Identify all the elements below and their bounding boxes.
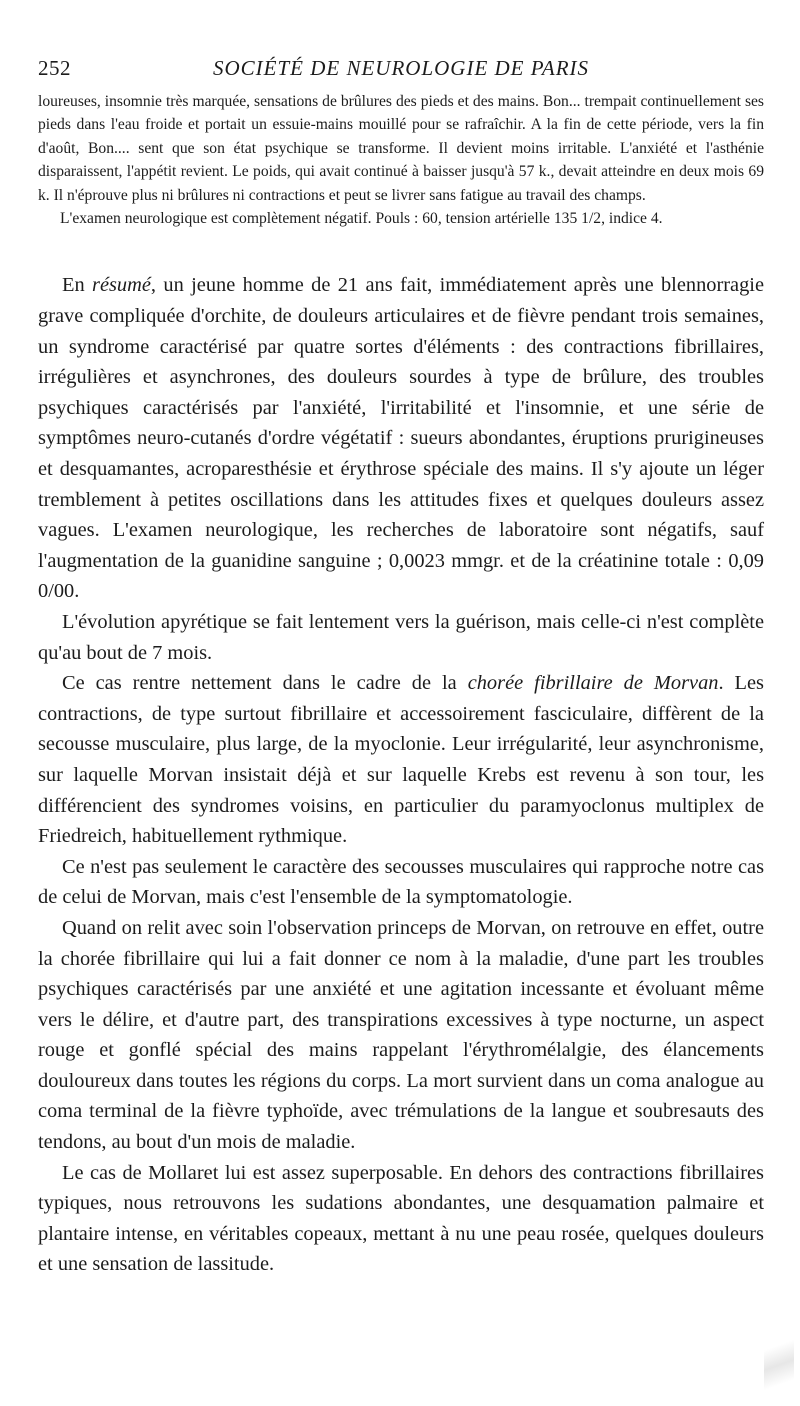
evolution-paragraph: L'évolution apyrétique se fait lentement vers la guérison, mais celle-ci n'est complète qu'au bout de 7 mois. [38, 610, 764, 664]
observation-paragraph-1: loureuses, insomnie très marquée, sensations de brûlures des pieds et des mains. Bon... trempait continuellement ses pieds dans l'eau froide et portait un essuie-mains mouillé pour se rafraîchir. A la fin de cette période, vers la fin d'août, Bon.... sent que son état psychique se transforme. Il devient moins irritable. L'anxiété et l'asthénie disparaissent, l'appétit revient. Le poids, qui avait continué à baisser jusqu'à 57 k., devait atteindre en deux mois 69 k. Il n'éprouve plus ni brûlures ni contractions et peut se livrer sans fatigue au travail des champs. [38, 93, 764, 204]
morvan-lead: Ce cas rentre nettement dans le cadre de la [62, 672, 468, 695]
summary-body: , un jeune homme de 21 ans fait, immédiatement après une blennorragie grave compliquée d'orchite, de douleurs articulaires et de fièvre pendant trois semaines, un syndrome caractérisé par quatre sortes d'éléments : des contractions fibrillaires, irrégulières et asynchrones, des douleurs sourdes à type de brûlure, des troubles psychiques caractérisés par l'anxiété, l'irritabilité et l'insomnie, et une série de symptômes neuro-cutanés d'ordre végétatif : sueurs abondantes, éruptions prurigineuses et desquamantes, acroparesthésie et érythrose spéciale des mains. Il s'y ajoute un léger tremblement à petites oscillations dans les attitudes fixes et quelques douleurs assez vagues. L'examen neurologique, les recherches de laboratoire sont négatifs, sauf l'augmentation de la guanidine sanguine ; 0,0023 mmgr. et de la créatinine totale : 0,09 0/00. [38, 274, 765, 603]
symptomatology-paragraph: Ce n'est pas seulement le caractère des secousses musculaires qui rapproche notre cas de celui de Morvan, mais c'est l'ensemble de la symptomatologie. [38, 855, 764, 909]
summary-lead: En [62, 274, 93, 297]
princeps-paragraph: Quand on relit avec soin l'observation princeps de Morvan, on retrouve en effet, outre la chorée fibrillaire qui lui a fait donner ce nom à la maladie, d'une part les troubles psychiques caractérisés par une anxiété et une agitation incessante et évoluant même vers le délire, et d'autre part, des transpirations excessives à type nocturne, un aspect rouge et gonflé spécial des mains rappelant l'érythromélalgie, des élancements douloureux dans toutes les régions du corps. La mort survient dans un coma analogue au coma terminal de la fièvre typhoïde, avec trémulations de la langue et soubresauts des tendons, au bout d'un mois de maladie. [38, 916, 764, 1154]
page [38, 56, 764, 1280]
observation-paragraph-2: L'examen neurologique est complètement négatif. Pouls : 60, tension artérielle 135 1/2, indice 4. [60, 210, 663, 228]
main-text [38, 270, 764, 1280]
morvan-italic-term: chorée fibrillaire de Morvan [467, 672, 719, 695]
page-number: 252 [38, 56, 71, 80]
running-head [38, 56, 764, 90]
case-observation-small-print [38, 90, 764, 230]
summary-italic-term: résumé [92, 274, 151, 297]
summary-paragraph [38, 270, 764, 607]
morvan-paragraph [38, 668, 764, 852]
journal-title: SOCIÉTÉ DE NEUROLOGIE DE PARIS [212, 56, 590, 80]
mollaret-paragraph: Le cas de Mollaret lui est assez superposable. En dehors des contractions fibrillaires typiques, nous retrouvons les sudations abondantes, une desquamation palmaire et plantaire intense, en véritables copeaux, mettant à nu une peau rosée, quelques douleurs et une sensation de lassitude. [38, 1161, 764, 1276]
scan-artifact [764, 1310, 794, 1400]
morvan-body: . Les contractions, de type surtout fibrillaire et accessoirement fasciculaire, diffèrent de la secousse musculaire, plus large, de la myoclonie. Leur irrégularité, leur asynchronisme, sur laquelle Morvan insistait déjà et sur laquelle Krebs est revenu à son tour, les différencient des syndromes voisins, en particulier du paramyoclonus multiplex de Friedreich, habituellement rythmique. [38, 672, 764, 848]
